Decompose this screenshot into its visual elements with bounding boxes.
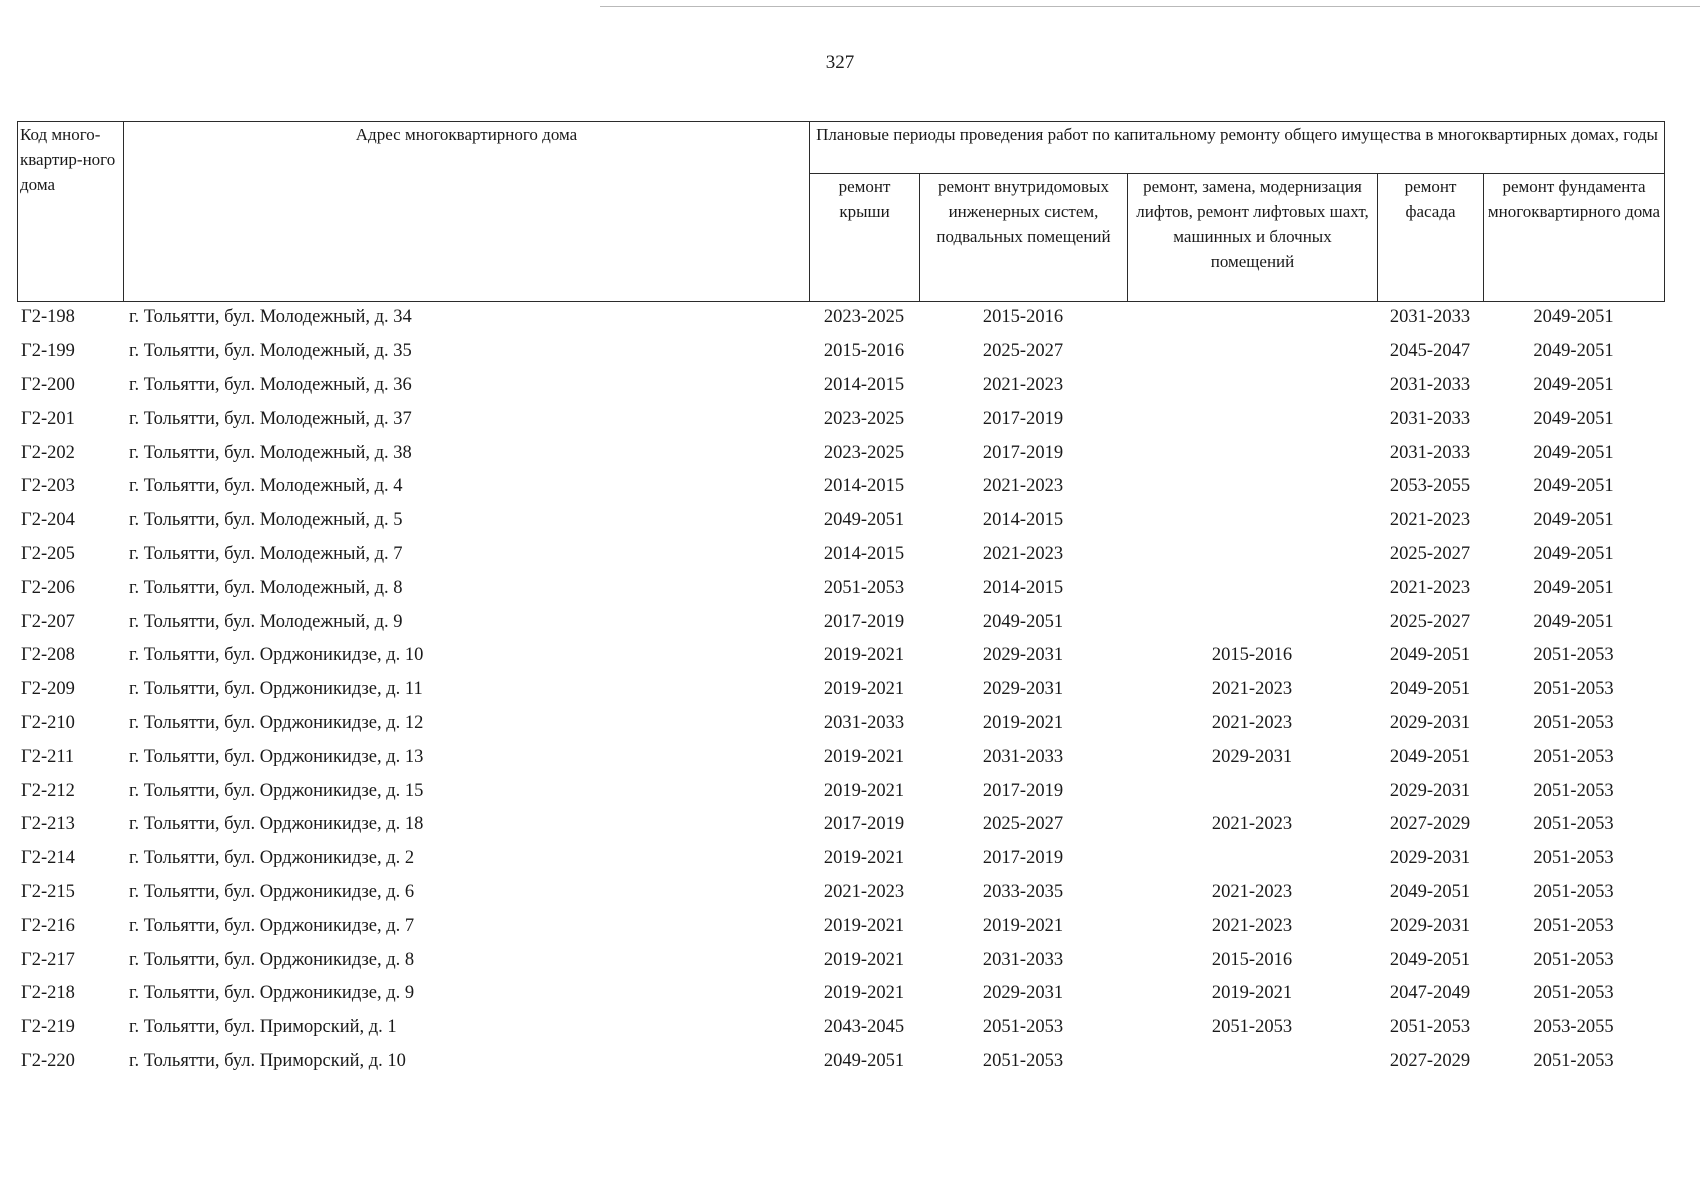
cell-code: Г2-215	[21, 881, 75, 902]
cell-facade: 2049-2051	[1389, 746, 1471, 767]
cell-foundation: 2053-2055	[1533, 1017, 1614, 1038]
cell-code: Г2-202	[21, 442, 75, 463]
cell-address: г. Тольятти, бул. Приморский, д. 10	[129, 1050, 406, 1071]
table-row	[17, 842, 1664, 876]
cell-address: г. Тольятти, бул. Молодежный, д. 7	[129, 543, 403, 564]
table-row	[17, 943, 1664, 977]
cell-roof: 2017-2019	[823, 814, 905, 835]
cell-address: г. Тольятти, бул. Молодежный, д. 9	[129, 611, 403, 632]
cell-foundation: 2049-2051	[1533, 442, 1614, 463]
cell-address: г. Тольятти, бул. Орджоникидзе, д. 10	[129, 645, 424, 666]
cell-systems: 2017-2019	[982, 408, 1064, 429]
cell-foundation: 2051-2053	[1533, 780, 1614, 801]
cell-foundation: 2051-2053	[1533, 814, 1614, 835]
cell-systems: 2017-2019	[982, 780, 1064, 801]
table-row	[17, 774, 1664, 808]
cell-code: Г2-213	[21, 814, 75, 835]
cell-foundation: 2049-2051	[1533, 510, 1614, 531]
cell-roof: 2015-2016	[823, 341, 905, 362]
cell-systems: 2017-2019	[982, 848, 1064, 869]
table-row	[17, 1011, 1664, 1045]
cell-systems: 2025-2027	[982, 341, 1064, 362]
cell-facade: 2029-2031	[1389, 780, 1471, 801]
cell-foundation: 2049-2051	[1533, 307, 1614, 328]
table-header	[17, 121, 1665, 302]
cell-roof: 2021-2023	[823, 881, 905, 902]
table-row	[17, 808, 1664, 842]
cell-lifts: 2021-2023	[1211, 679, 1293, 700]
cell-code: Г2-219	[21, 1017, 75, 1038]
cell-code: Г2-210	[21, 712, 75, 733]
cell-systems: 2014-2015	[982, 577, 1064, 598]
cell-foundation: 2049-2051	[1533, 476, 1614, 497]
cell-address: г. Тольятти, бул. Орджоникидзе, д. 11	[129, 679, 423, 700]
cell-roof: 2014-2015	[823, 374, 905, 395]
cell-systems: 2033-2035	[982, 881, 1064, 902]
cell-address: г. Тольятти, бул. Орджоникидзе, д. 15	[129, 780, 424, 801]
table-row	[17, 402, 1664, 436]
cell-address: г. Тольятти, бул. Орджоникидзе, д. 7	[129, 915, 415, 936]
table-row	[17, 470, 1664, 504]
page-number: 327	[825, 52, 855, 73]
cell-lifts	[1127, 842, 1377, 876]
cell-roof: 2019-2021	[823, 679, 905, 700]
cell-facade: 2029-2031	[1389, 915, 1471, 936]
cell-lifts: 2021-2023	[1211, 814, 1293, 835]
cell-systems: 2021-2023	[982, 543, 1064, 564]
cell-facade: 2025-2027	[1389, 611, 1471, 632]
cell-address: г. Тольятти, бул. Орджоникидзе, д. 9	[129, 983, 415, 1004]
cell-systems: 2021-2023	[982, 476, 1064, 497]
cell-code: Г2-209	[21, 679, 75, 700]
table-row	[17, 571, 1664, 605]
cell-lifts	[1127, 774, 1377, 808]
cell-facade: 2031-2033	[1389, 408, 1471, 429]
cell-code: Г2-217	[21, 949, 75, 970]
cell-foundation: 2051-2053	[1533, 949, 1614, 970]
cell-foundation: 2051-2053	[1533, 746, 1614, 767]
cell-lifts	[1127, 470, 1377, 504]
table-row	[17, 504, 1664, 538]
cell-roof: 2019-2021	[823, 983, 905, 1004]
cell-roof: 2051-2053	[823, 577, 905, 598]
cell-lifts	[1127, 335, 1377, 369]
cell-roof: 2019-2021	[823, 780, 905, 801]
cell-facade: 2027-2029	[1389, 1050, 1471, 1071]
cell-code: Г2-203	[21, 476, 75, 497]
table-row	[17, 707, 1664, 741]
cell-address: г. Тольятти, бул. Орджоникидзе, д. 8	[129, 949, 415, 970]
cell-systems: 2029-2031	[982, 679, 1064, 700]
cell-roof: 2019-2021	[823, 645, 905, 666]
cell-roof: 2023-2025	[823, 442, 905, 463]
table-row	[17, 301, 1664, 335]
cell-address: г. Тольятти, бул. Молодежный, д. 36	[129, 374, 412, 395]
cell-code: Г2-218	[21, 983, 75, 1004]
cell-foundation: 2049-2051	[1533, 374, 1614, 395]
table-body	[17, 301, 1664, 1078]
cell-roof: 2014-2015	[823, 543, 905, 564]
table-row	[17, 876, 1664, 910]
table-row	[17, 977, 1664, 1011]
cell-address: г. Тольятти, бул. Молодежный, д. 34	[129, 307, 412, 328]
cell-roof: 2049-2051	[823, 1050, 905, 1071]
table-row	[17, 909, 1664, 943]
cell-foundation: 2051-2053	[1533, 679, 1614, 700]
cell-systems: 2051-2053	[982, 1017, 1064, 1038]
cell-address: г. Тольятти, бул. Молодежный, д. 35	[129, 341, 412, 362]
header-facade: ремонт фасада	[1378, 174, 1484, 302]
cell-foundation: 2051-2053	[1533, 983, 1614, 1004]
table-row	[17, 538, 1664, 572]
cell-facade: 2051-2053	[1389, 1017, 1471, 1038]
cell-lifts: 2015-2016	[1211, 645, 1293, 666]
cell-facade: 2027-2029	[1389, 814, 1471, 835]
table-row	[17, 335, 1664, 369]
table-row	[17, 436, 1664, 470]
cell-systems: 2051-2053	[982, 1050, 1064, 1071]
cell-roof: 2017-2019	[823, 611, 905, 632]
cell-foundation: 2049-2051	[1533, 577, 1614, 598]
cell-code: Г2-216	[21, 915, 75, 936]
cell-lifts	[1127, 369, 1377, 403]
cell-address: г. Тольятти, бул. Молодежный, д. 37	[129, 408, 412, 429]
cell-roof: 2049-2051	[823, 510, 905, 531]
cell-facade: 2031-2033	[1389, 442, 1471, 463]
cell-code: Г2-208	[21, 645, 75, 666]
cell-address: г. Тольятти, бул. Молодежный, д. 38	[129, 442, 412, 463]
cell-lifts: 2029-2031	[1211, 746, 1293, 767]
cell-systems: 2015-2016	[982, 307, 1064, 328]
header-address: Адрес многоквартирного дома	[124, 122, 810, 302]
cell-code: Г2-207	[21, 611, 75, 632]
cell-systems: 2021-2023	[982, 374, 1064, 395]
cell-systems: 2017-2019	[982, 442, 1064, 463]
cell-lifts: 2021-2023	[1211, 915, 1293, 936]
cell-foundation: 2049-2051	[1533, 611, 1614, 632]
cell-code: Г2-214	[21, 848, 75, 869]
cell-roof: 2019-2021	[823, 848, 905, 869]
cell-roof: 2019-2021	[823, 915, 905, 936]
cell-roof: 2023-2025	[823, 408, 905, 429]
cell-address: г. Тольятти, бул. Орджоникидзе, д. 6	[129, 881, 415, 902]
table-row	[17, 1045, 1664, 1079]
cell-facade: 2031-2033	[1389, 374, 1471, 395]
cell-systems: 2014-2015	[982, 510, 1064, 531]
cell-facade: 2021-2023	[1389, 510, 1471, 531]
cell-facade: 2029-2031	[1389, 848, 1471, 869]
cell-systems: 2019-2021	[982, 712, 1064, 733]
cell-foundation: 2051-2053	[1533, 848, 1614, 869]
table-row	[17, 605, 1664, 639]
cell-code: Г2-199	[21, 341, 75, 362]
cell-lifts: 2015-2016	[1211, 949, 1293, 970]
cell-code: Г2-212	[21, 780, 75, 801]
header-foundation: ремонт фундамента многоквартирного дома	[1484, 174, 1665, 302]
cell-address: г. Тольятти, бул. Молодежный, д. 4	[129, 476, 403, 497]
cell-facade: 2049-2051	[1389, 679, 1471, 700]
cell-address: г. Тольятти, бул. Орджоникидзе, д. 18	[129, 814, 424, 835]
cell-systems: 2019-2021	[982, 915, 1064, 936]
header-periods: Плановые периоды проведения работ по капитальному ремонту общего имущества в многоквартирных домах, годы	[810, 122, 1665, 174]
cell-facade: 2029-2031	[1389, 712, 1471, 733]
cell-systems: 2029-2031	[982, 983, 1064, 1004]
cell-facade: 2045-2047	[1389, 341, 1471, 362]
cell-facade: 2025-2027	[1389, 543, 1471, 564]
cell-lifts	[1127, 402, 1377, 436]
cell-foundation: 2051-2053	[1533, 915, 1614, 936]
cell-code: Г2-205	[21, 543, 75, 564]
table-row	[17, 673, 1664, 707]
cell-roof: 2019-2021	[823, 746, 905, 767]
cell-foundation: 2051-2053	[1533, 881, 1614, 902]
cell-foundation: 2051-2053	[1533, 1050, 1614, 1071]
cell-roof: 2014-2015	[823, 476, 905, 497]
cell-code: Г2-200	[21, 374, 75, 395]
cell-code: Г2-220	[21, 1050, 75, 1071]
cell-code: Г2-201	[21, 408, 75, 429]
cell-foundation: 2049-2051	[1533, 408, 1614, 429]
cell-facade: 2049-2051	[1389, 645, 1471, 666]
cell-roof: 2031-2033	[823, 712, 905, 733]
cell-lifts	[1127, 605, 1377, 639]
cell-address: г. Тольятти, бул. Орджоникидзе, д. 13	[129, 746, 424, 767]
header-code: Код много-квартир-ного дома	[18, 122, 124, 302]
cell-systems: 2029-2031	[982, 645, 1064, 666]
cell-systems: 2031-2033	[982, 746, 1064, 767]
cell-facade: 2053-2055	[1389, 476, 1471, 497]
cell-lifts	[1127, 571, 1377, 605]
cell-foundation: 2049-2051	[1533, 341, 1614, 362]
cell-roof: 2043-2045	[823, 1017, 905, 1038]
cell-code: Г2-206	[21, 577, 75, 598]
header-systems: ремонт внутридомовых инженерных систем, подвальных помещений	[920, 174, 1128, 302]
cell-lifts	[1127, 301, 1377, 335]
header-roof: ремонт крыши	[810, 174, 920, 302]
table-row	[17, 740, 1664, 774]
cell-facade: 2047-2049	[1389, 983, 1471, 1004]
cell-address: г. Тольятти, бул. Орджоникидзе, д. 2	[129, 848, 415, 869]
cell-facade: 2031-2033	[1389, 307, 1471, 328]
cell-foundation: 2049-2051	[1533, 543, 1614, 564]
cell-roof: 2023-2025	[823, 307, 905, 328]
cell-code: Г2-204	[21, 510, 75, 531]
cell-foundation: 2051-2053	[1533, 712, 1614, 733]
cell-lifts: 2019-2021	[1211, 983, 1293, 1004]
cell-lifts: 2021-2023	[1211, 881, 1293, 902]
cell-address: г. Тольятти, бул. Приморский, д. 1	[129, 1017, 397, 1038]
table-row	[17, 639, 1664, 673]
cell-lifts: 2021-2023	[1211, 712, 1293, 733]
cell-facade: 2049-2051	[1389, 949, 1471, 970]
cell-address: г. Тольятти, бул. Молодежный, д. 5	[129, 510, 403, 531]
cell-code: Г2-211	[21, 746, 75, 767]
table-row	[17, 369, 1664, 403]
cell-address: г. Тольятти, бул. Орджоникидзе, д. 12	[129, 712, 424, 733]
cell-lifts: 2051-2053	[1211, 1017, 1293, 1038]
cell-systems: 2049-2051	[982, 611, 1064, 632]
cell-systems: 2025-2027	[982, 814, 1064, 835]
cell-lifts	[1127, 1045, 1377, 1079]
cell-lifts	[1127, 538, 1377, 572]
cell-facade: 2049-2051	[1389, 881, 1471, 902]
cell-facade: 2021-2023	[1389, 577, 1471, 598]
cell-lifts	[1127, 436, 1377, 470]
cell-systems: 2031-2033	[982, 949, 1064, 970]
cell-lifts	[1127, 504, 1377, 538]
header-lifts: ремонт, замена, модернизация лифтов, ремонт лифтовых шахт, машинных и блочных помещений	[1128, 174, 1378, 302]
scan-top-rule	[600, 6, 1700, 7]
cell-roof: 2019-2021	[823, 949, 905, 970]
cell-code: Г2-198	[21, 307, 75, 328]
cell-address: г. Тольятти, бул. Молодежный, д. 8	[129, 577, 403, 598]
cell-foundation: 2051-2053	[1533, 645, 1614, 666]
